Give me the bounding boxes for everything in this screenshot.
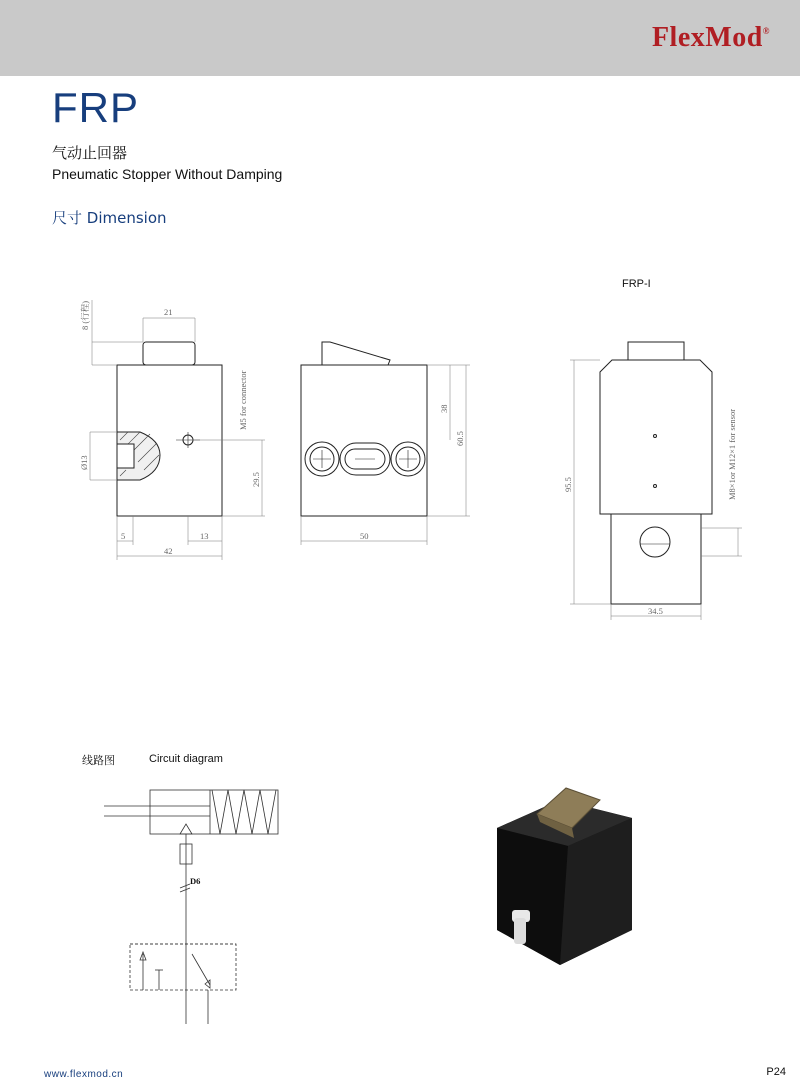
variant-view [600, 342, 712, 604]
brand-name: FlexMod [651, 22, 763, 53]
product-name-cn: 气动止回器 [52, 144, 128, 162]
dim-variant-width: 34.5 [648, 606, 663, 616]
product-3d-render [497, 788, 632, 965]
footer-url[interactable]: www.flexmod.cn [44, 1069, 124, 1080]
variant-label: FRP-I [622, 278, 651, 290]
circuit-diagram [104, 790, 278, 1024]
dim-front-width: 42 [164, 546, 173, 556]
section-dimension-heading: 尺寸 Dimension [52, 209, 167, 227]
dim-hole-height: 29.5 [251, 472, 261, 487]
dim-variant-height: 95.5 [563, 477, 573, 492]
dim-left-offset: 5 [121, 531, 126, 541]
circuit-tube-label: D6 [190, 876, 201, 886]
product-code: FRP [52, 84, 139, 131]
side-view [301, 342, 427, 516]
dim-hole-dia: Ø13 [79, 455, 89, 470]
dim-stroke: 8 (行程) [80, 300, 90, 330]
dim-port-offset: 13 [200, 531, 209, 541]
registered-mark: ® [762, 26, 770, 36]
front-view [117, 342, 222, 516]
dim-side-depth: 50 [360, 531, 369, 541]
dim-side-total-height: 60.5 [455, 431, 465, 446]
page-number: P24 [766, 1066, 786, 1078]
circuit-label-en: Circuit diagram [149, 753, 223, 765]
dim-side-top-height: 38 [439, 404, 449, 413]
circuit-label-cn: 线路图 [82, 754, 115, 767]
dim-port-label: M5 for connector [238, 370, 248, 430]
dim-top-width: 21 [164, 307, 173, 317]
dim-sensor-label: M8×1or M12×1 for sensor [727, 408, 737, 500]
product-name-en: Pneumatic Stopper Without Damping [52, 166, 283, 182]
